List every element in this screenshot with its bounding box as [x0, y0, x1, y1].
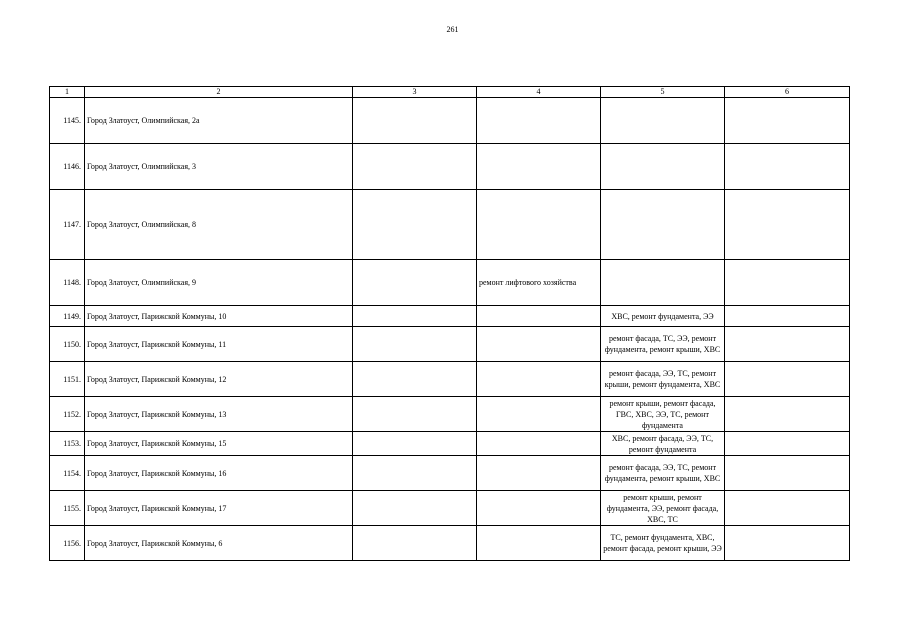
row-address: Город Златоуст, Олимпийская, 9: [85, 260, 353, 306]
row-cell-6: [725, 362, 850, 397]
table-row: [50, 190, 850, 260]
row-cell-3: [353, 260, 477, 306]
row-cell-5: ремонт фасада, ЭЭ, ТС, ремонт фундамента, ремонт крыши, ХВС: [601, 456, 725, 491]
row-cell-6: [725, 306, 850, 327]
table-row: [50, 98, 850, 144]
row-number: 1151.: [50, 362, 85, 397]
column-header-2: 2: [85, 87, 353, 98]
column-header-5: 5: [601, 87, 725, 98]
row-number: 1147.: [50, 190, 85, 260]
row-number: 1156.: [50, 526, 85, 561]
row-cell-4: [477, 432, 601, 456]
row-cell-3: [353, 306, 477, 327]
column-header-3: 3: [353, 87, 477, 98]
row-cell-5: ХВС, ремонт фасада, ЭЭ, ТС, ремонт фундамента: [601, 432, 725, 456]
table-row: [50, 456, 850, 491]
row-number: 1148.: [50, 260, 85, 306]
row-address: Город Златоуст, Парижской Коммуны, 16: [85, 456, 353, 491]
row-cell-4: [477, 98, 601, 144]
row-cell-3: [353, 98, 477, 144]
table-row: [50, 491, 850, 526]
row-cell-4: [477, 144, 601, 190]
row-cell-5: [601, 190, 725, 260]
row-cell-4: [477, 526, 601, 561]
row-cell-5: [601, 98, 725, 144]
row-cell-6: [725, 144, 850, 190]
column-header-1: 1: [50, 87, 85, 98]
row-cell-6: [725, 190, 850, 260]
row-cell-4: [477, 362, 601, 397]
row-address: Город Златоуст, Парижской Коммуны, 13: [85, 397, 353, 432]
row-cell-4: [477, 491, 601, 526]
row-cell-6: [725, 260, 850, 306]
row-cell-5: ремонт крыши, ремонт фундамента, ЭЭ, ремонт фасада, ХВС, ТС: [601, 491, 725, 526]
row-number: 1152.: [50, 397, 85, 432]
row-cell-5: ТС, ремонт фундамента, ХВС, ремонт фасада, ремонт крыши, ЭЭ: [601, 526, 725, 561]
row-number: 1153.: [50, 432, 85, 456]
row-cell-4: [477, 306, 601, 327]
row-address: Город Златоуст, Олимпийская, 8: [85, 190, 353, 260]
row-address: Город Златоуст, Парижской Коммуны, 17: [85, 491, 353, 526]
row-cell-5: ремонт фасада, ЭЭ, ТС, ремонт крыши, ремонт фундамента, ХВС: [601, 362, 725, 397]
row-cell-3: [353, 432, 477, 456]
row-address: Город Златоуст, Парижской Коммуны, 11: [85, 327, 353, 362]
row-cell-3: [353, 397, 477, 432]
row-address: Город Златоуст, Парижской Коммуны, 15: [85, 432, 353, 456]
row-cell-6: [725, 456, 850, 491]
row-cell-3: [353, 144, 477, 190]
table-row: [50, 327, 850, 362]
row-cell-3: [353, 190, 477, 260]
row-cell-5: ХВС, ремонт фундамента, ЭЭ: [601, 306, 725, 327]
row-cell-5: [601, 144, 725, 190]
row-cell-3: [353, 362, 477, 397]
data-table: [49, 86, 850, 561]
page-number: 261: [446, 25, 459, 34]
table-row: [50, 397, 850, 432]
row-address: Город Златоуст, Парижской Коммуны, 10: [85, 306, 353, 327]
row-address: Город Златоуст, Парижской Коммуны, 6: [85, 526, 353, 561]
row-cell-4: [477, 456, 601, 491]
row-number: 1150.: [50, 327, 85, 362]
row-cell-4: [477, 190, 601, 260]
table-row: [50, 306, 850, 327]
row-cell-5: ремонт фасада, ТС, ЭЭ, ремонт фундамента, ремонт крыши, ХВС: [601, 327, 725, 362]
table-row: [50, 260, 850, 306]
row-cell-5: [601, 260, 725, 306]
table-row: [50, 144, 850, 190]
row-number: 1149.: [50, 306, 85, 327]
column-header-6: 6: [725, 87, 850, 98]
header-row: [50, 87, 850, 98]
row-cell-6: [725, 491, 850, 526]
row-cell-5: ремонт крыши, ремонт фасада, ГВС, ХВС, ЭЭ, ТС, ремонт фундамента: [601, 397, 725, 432]
row-number: 1145.: [50, 98, 85, 144]
row-cell-3: [353, 526, 477, 561]
row-cell-3: [353, 491, 477, 526]
row-address: Город Златоуст, Парижской Коммуны, 12: [85, 362, 353, 397]
row-cell-6: [725, 432, 850, 456]
row-address: Город Златоуст, Олимпийская, 3: [85, 144, 353, 190]
row-number: 1154.: [50, 456, 85, 491]
column-header-4: 4: [477, 87, 601, 98]
row-cell-4: [477, 327, 601, 362]
table-row: [50, 432, 850, 456]
row-number: 1146.: [50, 144, 85, 190]
table-row: [50, 526, 850, 561]
row-number: 1155.: [50, 491, 85, 526]
row-cell-6: [725, 327, 850, 362]
row-cell-6: [725, 98, 850, 144]
row-address: Город Златоуст, Олимпийская, 2а: [85, 98, 353, 144]
row-cell-3: [353, 456, 477, 491]
row-cell-6: [725, 397, 850, 432]
row-cell-3: [353, 327, 477, 362]
row-cell-6: [725, 526, 850, 561]
row-cell-4: [477, 397, 601, 432]
table-row: [50, 362, 850, 397]
row-cell-4: ремонт лифтового хозяйства: [477, 260, 601, 306]
